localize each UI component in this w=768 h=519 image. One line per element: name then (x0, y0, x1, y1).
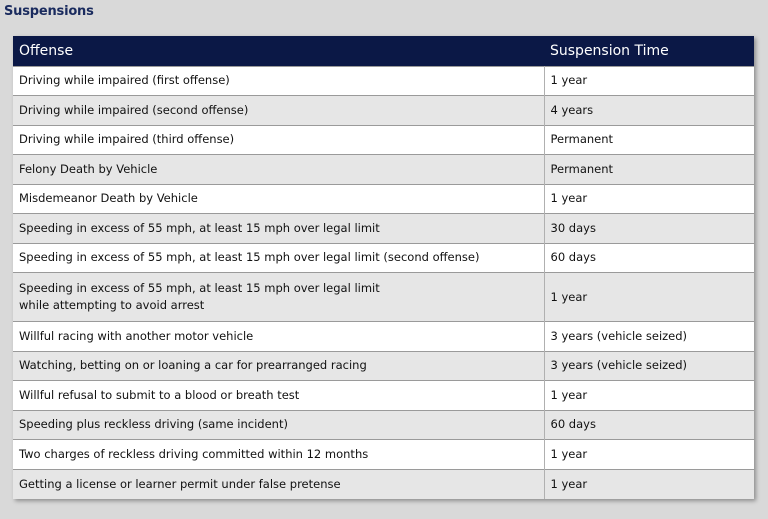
offense-column-header: Offense (19, 42, 74, 59)
table-row (13, 155, 754, 185)
offense-line: while attempting to avoid arrest (19, 298, 205, 312)
offense-cell: Speeding plus reckless driving (same incident) (13, 410, 544, 440)
suspensions-table (13, 36, 754, 499)
table-row (13, 410, 754, 440)
offense-cell: Watching, betting on or loaning a car for prearranged racing (13, 351, 544, 381)
offense-cell: Getting a license or learner permit under false pretense (13, 469, 544, 499)
offense-cell (13, 273, 544, 322)
offense-cell: Willful racing with another motor vehicle (13, 322, 544, 352)
suspension-time-cell: 60 days (550, 417, 596, 432)
offense-cell: Felony Death by Vehicle (13, 155, 544, 185)
suspension-time-column-header: Suspension Time (550, 42, 669, 59)
table-row (13, 322, 754, 352)
offense-cell: Speeding in excess of 55 mph, at least 15 mph over legal limit (13, 214, 544, 244)
section-title: Suspensions (4, 4, 94, 19)
offense-cell: Driving while impaired (first offense) (13, 66, 544, 96)
offense-cell: Speeding in excess of 55 mph, at least 15 mph over legal limit (second offense) (13, 243, 544, 273)
suspension-time-cell: 60 days (550, 250, 596, 265)
suspension-time-cell: 1 year (550, 73, 588, 88)
table-row (13, 184, 754, 214)
suspension-time-cell: 1 year (550, 191, 588, 206)
table-header-row (13, 36, 754, 66)
table-row (13, 125, 754, 155)
table-row (13, 214, 754, 244)
suspension-time-cell: Permanent (550, 132, 614, 147)
suspension-time-cell: 30 days (550, 220, 596, 235)
offense-cell: Driving while impaired (third offense) (13, 125, 544, 155)
table-row (13, 351, 754, 381)
offense-cell: Two charges of reckless driving committed within 12 months (13, 440, 544, 470)
offense-cell: Misdemeanor Death by Vehicle (13, 184, 544, 214)
table-row (13, 96, 754, 126)
offense-cell: Willful refusal to submit to a blood or breath test (13, 381, 544, 411)
suspension-time-cell: 1 year (550, 446, 588, 461)
suspension-time-cell: 1 year (550, 476, 588, 491)
offense-line: Speeding in excess of 55 mph, at least 15 mph over legal limit (19, 281, 380, 295)
suspension-time-cell: Permanent (550, 161, 614, 176)
table-row (13, 66, 754, 96)
suspension-time-cell: 3 years (vehicle seized) (550, 358, 688, 373)
suspension-time-cell: 1 year (550, 289, 588, 304)
table-row (13, 381, 754, 411)
suspension-time-cell: 1 year (550, 387, 588, 402)
table-row (13, 273, 754, 322)
offense-cell: Driving while impaired (second offense) (13, 96, 544, 126)
table-row (13, 440, 754, 470)
table-row (13, 469, 754, 499)
table-row (13, 243, 754, 273)
suspension-time-cell: 3 years (vehicle seized) (550, 328, 688, 343)
suspension-time-cell: 4 years (550, 102, 594, 117)
